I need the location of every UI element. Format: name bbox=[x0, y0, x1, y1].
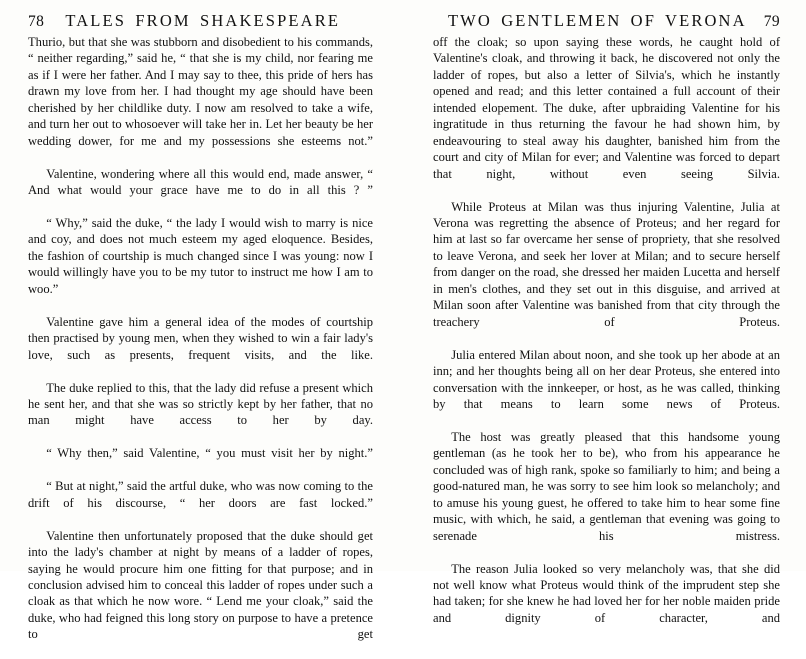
right-page bbox=[403, 0, 806, 625]
paragraph: “ Why,” said the duke, “ the lady I would wish to marry is nice and coy, and does not much esteem my aged eloquence. Besides, the fashion of courtship is much changed since I was young: now I would willingly have you to be my tutor to instruct me how I am to woo.” bbox=[28, 215, 373, 296]
paragraph: Julia entered Milan about noon, and she took up her abode at an inn; and her thoughts being all on her dear Proteus, she entered into conversation with the innkeeper, or host, as he was called, thinking by that means to learn some news of Proteus. bbox=[433, 347, 780, 411]
left-page bbox=[0, 0, 403, 642]
paragraph: The duke replied to this, that the lady did refuse a present which he sent her, and that she was so strictly kept by her father, that no man might have access to her by day. bbox=[28, 380, 373, 428]
paragraph: While Proteus at Milan was thus injuring Valentine, Julia at Verona was regretting the absence of Proteus; and her regard for him at last so far overcame her sense of propriety, that she resolved to leave Verona, and seek her lover at Milan; and to secure herself from danger on the road, she dressed her maiden Lucetta and herself in men's clothes, and they set out in this disguise, and arrived at Milan soon after Valentine was banished from that city through the treachery of Proteus. bbox=[433, 199, 780, 329]
paragraph: The host was greatly pleased that this handsome young gentleman (as he took her to be), who from his appearance he concluded was of high rank, spoke so familiarly to him; and being a good-natured man, he was sorry to see him look so melancholy; and to amuse his young guest, he offered to take him to hear some fine music, with which, he said, a gentleman that evening was going to serenade his mistress. bbox=[433, 429, 780, 543]
paragraph: Valentine gave him a general idea of the modes of courtship then practised by young men, when they wished to win a fair lady's love, such as presents, frequent visits, and the like. bbox=[28, 314, 373, 362]
paragraph: off the cloak; so upon saying these words, he caught hold of Valentine's cloak, and throwing it back, he discovered not only the ladder of ropes, but also a letter of Silvia's, which he instantly opened and read; and this letter contained a full account of their intended elopement. The duke, after upbraiding Valentine for his ingratitude in thus returning the favour he had shown him, by endeavouring to steal away his daughter, banished him from the court and city of Milan for ever; and Valentine was forced to depart that night, without even seeing Silvia. bbox=[433, 35, 780, 181]
left-running-head bbox=[28, 0, 373, 34]
paragraph: Valentine, wondering where all this would end, made answer, “ And what would your grace have me to do in all this ? ” bbox=[28, 166, 373, 198]
right-running-head bbox=[433, 0, 780, 34]
paragraph: “ But at night,” said the artful duke, who was now coming to the drift of his discourse, “ her doors are fast locked.” bbox=[28, 479, 373, 510]
right-running-head-title: TWO GENTLEMEN OF VERONA bbox=[447, 11, 747, 30]
left-running-head-title: TALES FROM SHAKESPEARE bbox=[65, 11, 341, 30]
right-page-number: 79 bbox=[763, 13, 780, 30]
left-page-number: 78 bbox=[28, 13, 45, 30]
paragraph: “ Why then,” said Valentine, “ you must visit her by night.” bbox=[46, 446, 373, 461]
paragraph: Valentine then unfortunately proposed that the duke should get into the lady's chamber at night by means of a ladder of ropes, saying he would procure him one fitting for that purpose; and in conclusion advised him to conceal this ladder of ropes under such a cloak as that which he now wore. “ Lend me your cloak,” said the duke, who had feigned this long story on purpose to have a pretence to get bbox=[28, 528, 373, 642]
right-page-body bbox=[433, 34, 780, 643]
paragraph: The reason Julia looked so very melancholy was, that she did not well know what Proteus would think of the imprudent step she had taken; for she knew he had loved her for her noble maiden pride and dignity of character, and bbox=[433, 561, 780, 625]
paragraph: Thurio, but that she was stubborn and disobedient to his commands, “ neither regarding,” said he, “ that she is my child, nor fearing me as if I were her father. And I may say to thee, this pride of hers has drawn my love from her. I had thought my age should have been cherished by her childlike duty. I now am resolved to take a wife, and turn her out to whosoever will take her in. Let her beauty be her wedding dower, for me and my possessions she esteems not.” bbox=[28, 35, 373, 148]
left-page-body bbox=[28, 34, 373, 659]
